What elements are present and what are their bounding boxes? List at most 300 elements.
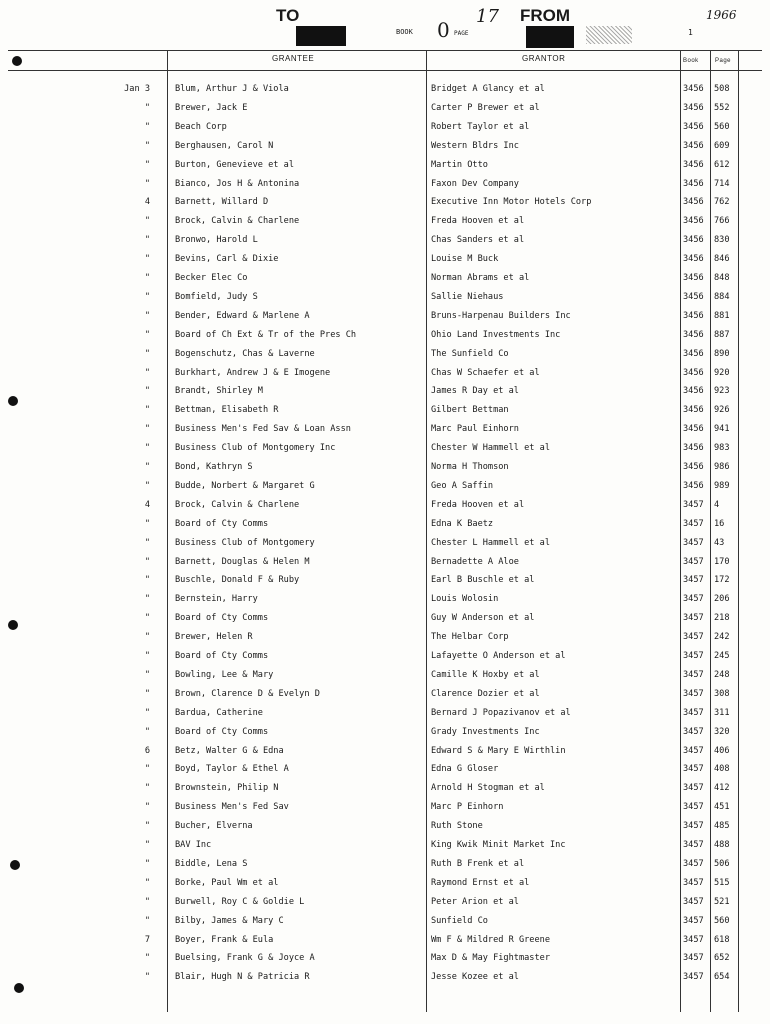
table-row	[0, 307, 770, 326]
grantee-cell: Bettman, Elisabeth R	[175, 405, 279, 416]
row-date: "	[144, 310, 150, 321]
book-cell: 3457	[683, 764, 704, 775]
table-row	[0, 704, 770, 723]
grantor-cell: Chas Sanders et al	[431, 235, 525, 246]
page-cell: 485	[714, 821, 730, 832]
page-cell: 923	[714, 386, 730, 397]
page-label: PAGE	[454, 30, 469, 37]
grantor-cell: The Sunfield Co	[431, 348, 509, 359]
grantor-cell: Camille K Hoxby et al	[431, 669, 540, 680]
grantee-cell: Brownstein, Philip N	[175, 783, 279, 794]
page-cell: 846	[714, 254, 730, 265]
grantor-cell: Bernard J Popazivanov et al	[431, 707, 571, 718]
table-row	[0, 742, 770, 761]
grantor-cell: Jesse Kozee et al	[431, 972, 519, 983]
row-date: "	[144, 254, 150, 265]
book-cell: 3457	[683, 802, 704, 813]
row-date: "	[144, 821, 150, 832]
table-row	[0, 779, 770, 798]
grantor-cell: Chas W Schaefer et al	[431, 367, 540, 378]
grantor-cell: Louis Wolosin	[431, 594, 499, 605]
page-column-header: Page	[715, 58, 732, 64]
row-date: "	[144, 367, 150, 378]
book-cell: 3456	[683, 235, 704, 246]
page-cell: 926	[714, 405, 730, 416]
grantor-cell: Max D & May Fightmaster	[431, 953, 550, 964]
table-row	[0, 949, 770, 968]
grantee-cell: Brewer, Jack E	[175, 102, 248, 113]
book-cell: 3456	[683, 197, 704, 208]
grantor-cell: Earl B Buschle et al	[431, 575, 535, 586]
page-cell: 609	[714, 140, 730, 151]
row-date: "	[144, 972, 150, 983]
table-row	[0, 439, 770, 458]
page-cell: 890	[714, 348, 730, 359]
row-date: 7	[144, 934, 150, 945]
row-date: "	[144, 575, 150, 586]
grantee-cell: BAV Inc	[175, 840, 212, 850]
grantor-cell: Louise M Buck	[431, 254, 499, 265]
table-row	[0, 420, 770, 439]
book-cell: 3457	[683, 972, 704, 983]
grantee-cell: Bardua, Catherine	[175, 707, 263, 718]
grantor-cell: Peter Arion et al	[431, 896, 519, 907]
table-row	[0, 496, 770, 515]
page-cell: 762	[714, 197, 730, 208]
table-row	[0, 534, 770, 553]
grantee-cell: Bond, Kathryn S	[175, 462, 253, 472]
table-row	[0, 401, 770, 420]
grantor-cell: Robert Taylor et al	[431, 121, 530, 132]
row-date: "	[144, 840, 150, 850]
grantor-cell: Ruth B Frenk et al	[431, 858, 525, 869]
grantee-cell: Borke, Paul Wm et al	[175, 877, 279, 888]
page-cell: 766	[714, 216, 730, 227]
grantee-cell: Bowling, Lee & Mary	[175, 669, 274, 680]
table-row	[0, 666, 770, 685]
grantor-cell: Chester W Hammell et al	[431, 443, 550, 454]
page-cell: 308	[714, 688, 730, 699]
grantee-cell: Betz, Walter G & Edna	[175, 745, 284, 756]
row-date: 4	[144, 197, 150, 208]
grantor-cell: Faxon Dev Company	[431, 178, 519, 189]
page-cell: 242	[714, 632, 730, 643]
page-cell: 652	[714, 953, 730, 964]
grantor-cell: Guy W Anderson et al	[431, 613, 535, 624]
row-date: "	[144, 537, 150, 548]
book-cell: 3457	[683, 594, 704, 605]
row-date: "	[144, 386, 150, 397]
grantor-cell: Raymond Ernst et al	[431, 877, 530, 888]
book-cell: 3457	[683, 613, 704, 624]
row-date: "	[144, 632, 150, 643]
page-cell: 618	[714, 934, 730, 945]
row-date: Jan 3	[124, 84, 150, 94]
row-date: "	[144, 121, 150, 132]
table-row	[0, 893, 770, 912]
punch-hole	[14, 983, 24, 993]
page-cell: 43	[714, 537, 725, 548]
page-cell: 986	[714, 462, 730, 472]
grantor-cell: Gilbert Bettman	[431, 405, 509, 416]
grantee-cell: Business Men's Fed Sav	[175, 802, 289, 813]
row-date: "	[144, 348, 150, 359]
row-date: "	[144, 405, 150, 416]
table-row	[0, 553, 770, 572]
table-row	[0, 118, 770, 137]
book-cell: 3457	[683, 896, 704, 907]
page-cell: 206	[714, 594, 730, 605]
grantor-cell: Carter P Brewer et al	[431, 102, 540, 113]
book-cell: 3457	[683, 821, 704, 832]
row-date: "	[144, 424, 150, 435]
page-cell: 170	[714, 556, 730, 567]
page-cell: 16	[714, 518, 725, 529]
book-cell: 3456	[683, 84, 704, 94]
grantee-cell: Budde, Norbert & Margaret G	[175, 480, 315, 491]
grantee-cell: Brewer, Helen R	[175, 632, 253, 643]
grantor-cell: Norma H Thomson	[431, 462, 509, 472]
table-row	[0, 382, 770, 401]
page-cell: 406	[714, 745, 730, 756]
grantor-cell: Lafayette O Anderson et al	[431, 651, 566, 661]
grantee-cell: Burkhart, Andrew J & E Imogene	[175, 367, 331, 378]
grantee-cell: Burwell, Roy C & Goldie L	[175, 896, 305, 907]
book-cell: 3456	[683, 329, 704, 340]
to-label: TO	[276, 6, 300, 25]
book-cell: 3456	[683, 367, 704, 378]
stamp-mark	[586, 26, 632, 44]
punch-hole	[8, 620, 18, 630]
grantee-cell: Business Men's Fed Sav & Loan Assn	[175, 424, 351, 435]
book-cell: 3456	[683, 443, 704, 454]
row-date: "	[144, 896, 150, 907]
grantor-cell: Clarence Dozier et al	[431, 688, 540, 699]
grantor-cell: Arnold H Stogman et al	[431, 783, 545, 794]
grantor-cell: Bernadette A Aloe	[431, 556, 519, 567]
grantee-cell: Boyd, Taylor & Ethel A	[175, 764, 289, 775]
book-cell: 3457	[683, 651, 704, 661]
table-row	[0, 193, 770, 212]
page-cell: 881	[714, 310, 730, 321]
page-cell: 172	[714, 575, 730, 586]
grantee-cell: Barnett, Douglas & Helen M	[175, 556, 310, 567]
row-date: "	[144, 594, 150, 605]
row-date: 4	[144, 499, 150, 510]
book-cell: 3456	[683, 159, 704, 170]
book-cell: 3456	[683, 254, 704, 265]
grantee-cell: Bucher, Elverna	[175, 821, 253, 832]
grantee-cell: Bender, Edward & Marlene A	[175, 310, 310, 321]
grantor-cell: Sunfield Co	[431, 915, 488, 926]
grantee-cell: Board of Ch Ext & Tr of the Pres Ch	[175, 329, 357, 340]
row-date: "	[144, 480, 150, 491]
table-row	[0, 836, 770, 855]
table-row	[0, 80, 770, 99]
table-row	[0, 723, 770, 742]
grantor-cell: Bruns-Harpenau Builders Inc	[431, 310, 571, 321]
grantee-cell: Bomfield, Judy S	[175, 291, 258, 302]
grantor-cell: Freda Hooven et al	[431, 216, 525, 227]
page-cell: 506	[714, 858, 730, 869]
row-date: "	[144, 462, 150, 472]
grantor-cell: Marc P Einhorn	[431, 802, 504, 813]
row-date: "	[144, 443, 150, 454]
book-cell: 3456	[683, 178, 704, 189]
grantee-cell: Board of Cty Comms	[175, 726, 269, 737]
book-cell: 3457	[683, 499, 704, 510]
grantor-cell: Martin Otto	[431, 159, 488, 170]
row-date: "	[144, 329, 150, 340]
page-cell: 983	[714, 443, 730, 454]
grantor-cell: Western Bldrs Inc	[431, 140, 519, 151]
page-cell: 920	[714, 367, 730, 378]
table-row	[0, 326, 770, 345]
page-cell: 560	[714, 121, 730, 132]
grantor-cell: Ohio Land Investments Inc	[431, 329, 561, 340]
book-cell: 3457	[683, 840, 704, 850]
grantee-cell: Board of Cty Comms	[175, 518, 269, 529]
page-cell: 408	[714, 764, 730, 775]
book-cell: 3457	[683, 556, 704, 567]
book-cell: 3456	[683, 462, 704, 472]
book-cell: 3457	[683, 537, 704, 548]
grantee-column-header: GRANTEE	[272, 54, 315, 63]
row-date: "	[144, 273, 150, 283]
book-cell: 3457	[683, 575, 704, 586]
row-date: "	[144, 613, 150, 624]
table-row	[0, 250, 770, 269]
row-date: "	[144, 518, 150, 529]
grantor-cell: Wm F & Mildred R Greene	[431, 934, 550, 945]
page-cell: 320	[714, 726, 730, 737]
book-cell: 3457	[683, 877, 704, 888]
grantor-cell: Norman Abrams et al	[431, 273, 530, 283]
grantor-cell: Sallie Niehaus	[431, 291, 504, 302]
grantee-cell: Brandt, Shirley M	[175, 386, 263, 397]
page-cell: 830	[714, 235, 730, 246]
book-cell: 3456	[683, 291, 704, 302]
book-cell: 3457	[683, 858, 704, 869]
page-cell: 515	[714, 877, 730, 888]
redaction-box	[526, 26, 574, 48]
from-label: FROM	[520, 6, 571, 25]
page-cell: 714	[714, 178, 730, 189]
grantee-cell: Business Club of Montgomery	[175, 537, 315, 548]
punch-hole	[12, 56, 22, 66]
punch-hole	[8, 396, 18, 406]
grantee-cell: Blum, Arthur J & Viola	[175, 84, 289, 94]
grantor-cell: Grady Investments Inc	[431, 726, 540, 737]
book-cell: 3457	[683, 953, 704, 964]
page-cell: 248	[714, 669, 730, 680]
table-row	[0, 99, 770, 118]
page-number: 17	[476, 6, 499, 27]
table-row	[0, 231, 770, 250]
grantee-cell: Bevins, Carl & Dixie	[175, 254, 279, 265]
table-row	[0, 874, 770, 893]
table-row	[0, 590, 770, 609]
grantor-cell: Edna G Gloser	[431, 764, 499, 775]
table-row	[0, 609, 770, 628]
row-date: "	[144, 802, 150, 813]
book-cell: 3457	[683, 745, 704, 756]
row-date: "	[144, 915, 150, 926]
grantee-cell: Business Club of Montgomery Inc	[175, 443, 336, 454]
grantee-cell: Brown, Clarence D & Evelyn D	[175, 688, 320, 699]
table-row	[0, 968, 770, 987]
book-cell: 3456	[683, 424, 704, 435]
grantor-cell: The Helbar Corp	[431, 632, 509, 643]
row-date: "	[144, 877, 150, 888]
grantee-cell: Brock, Calvin & Charlene	[175, 216, 300, 227]
book-cell: 3457	[683, 726, 704, 737]
table-row	[0, 364, 770, 383]
grantor-cell: Executive Inn Motor Hotels Corp	[431, 197, 592, 208]
row-date: "	[144, 140, 150, 151]
table-row	[0, 685, 770, 704]
grantee-cell: Bronwo, Harold L	[175, 235, 258, 246]
row-date: "	[144, 707, 150, 718]
grantee-cell: Bernstein, Harry	[175, 594, 258, 605]
grantee-cell: Bogenschutz, Chas & Laverne	[175, 348, 315, 359]
page-cell: 245	[714, 651, 730, 661]
grantee-cell: Board of Cty Comms	[175, 613, 269, 624]
book-cell: 3457	[683, 915, 704, 926]
book-cell: 3456	[683, 310, 704, 321]
grantee-cell: Boyer, Frank & Eula	[175, 934, 274, 945]
table-row	[0, 628, 770, 647]
book-cell: 3456	[683, 102, 704, 113]
row-date: "	[144, 291, 150, 302]
book-column-header: Book	[683, 58, 699, 64]
book-cell: 3457	[683, 707, 704, 718]
table-row	[0, 817, 770, 836]
page-cell: 884	[714, 291, 730, 302]
header-rule	[8, 50, 762, 51]
table-row	[0, 798, 770, 817]
book-cell: 3456	[683, 140, 704, 151]
grantee-cell: Berghausen, Carol N	[175, 140, 274, 151]
page-cell: 521	[714, 896, 730, 907]
book-cell: 3456	[683, 405, 704, 416]
grantor-cell: Ruth Stone	[431, 821, 483, 832]
grantee-cell: Becker Elec Co	[175, 273, 248, 283]
grantee-cell: Buelsing, Frank G & Joyce A	[175, 953, 315, 964]
page-cell: 508	[714, 84, 730, 94]
page-cell: 4	[714, 499, 720, 510]
page-cell: 552	[714, 102, 730, 113]
row-date: "	[144, 102, 150, 113]
page-cell: 218	[714, 613, 730, 624]
column-header-rule	[8, 70, 762, 71]
grantor-cell: Marc Paul Einhorn	[431, 424, 519, 435]
book-label: BOOK	[396, 28, 413, 36]
grantee-cell: Blair, Hugh N & Patricia R	[175, 972, 310, 983]
table-row	[0, 137, 770, 156]
table-row	[0, 156, 770, 175]
row-date: "	[144, 688, 150, 699]
grantor-cell: Bridget A Glancy et al	[431, 84, 545, 94]
grantee-cell: Barnett, Willard D	[175, 197, 269, 208]
redaction-box	[296, 26, 346, 46]
page-cell: 887	[714, 329, 730, 340]
page-cell: 560	[714, 915, 730, 926]
punch-hole	[10, 860, 20, 870]
book-cell: 3456	[683, 273, 704, 283]
book-cell: 3457	[683, 688, 704, 699]
row-date: "	[144, 159, 150, 170]
table-row	[0, 269, 770, 288]
table-row	[0, 175, 770, 194]
grantor-cell: Edward S & Mary E Wirthlin	[431, 745, 566, 756]
row-date: "	[144, 953, 150, 964]
grantor-cell: King Kwik Minit Market Inc	[431, 840, 566, 850]
book-cell: 3456	[683, 386, 704, 397]
page-cell: 989	[714, 480, 730, 491]
page-cell: 654	[714, 972, 730, 983]
row-date: "	[144, 556, 150, 567]
table-row	[0, 931, 770, 950]
page-cell: 451	[714, 802, 730, 813]
page-cell: 412	[714, 783, 730, 794]
grantor-cell: Geo A Saffin	[431, 480, 494, 491]
page-cell: 488	[714, 840, 730, 850]
header-mark: 1	[688, 28, 693, 37]
table-row	[0, 288, 770, 307]
table-row	[0, 515, 770, 534]
grantor-cell: Edna K Baetz	[431, 518, 494, 529]
grantee-cell: Burton, Genevieve et al	[175, 159, 294, 170]
page-cell: 941	[714, 424, 730, 435]
grantee-cell: Bianco, Jos H & Antonina	[175, 178, 300, 189]
row-date: "	[144, 764, 150, 775]
book-cell: 3456	[683, 216, 704, 227]
book-cell: 3456	[683, 121, 704, 132]
page-cell: 311	[714, 707, 730, 718]
table-row	[0, 647, 770, 666]
row-date: "	[144, 783, 150, 794]
table-row	[0, 477, 770, 496]
book-cell: 3456	[683, 348, 704, 359]
table-row	[0, 458, 770, 477]
book-cell: 3457	[683, 518, 704, 529]
page-cell: 612	[714, 159, 730, 170]
grantor-cell: James R Day et al	[431, 386, 519, 397]
year-label: 1966	[706, 8, 737, 22]
row-date: "	[144, 858, 150, 869]
grantee-cell: Beach Corp	[175, 121, 227, 132]
table-row	[0, 345, 770, 364]
book-cell: 3457	[683, 632, 704, 643]
book-number: 0	[437, 18, 450, 42]
page-cell: 848	[714, 273, 730, 283]
grantee-cell: Bilby, James & Mary C	[175, 915, 284, 926]
row-date: "	[144, 726, 150, 737]
book-cell: 3457	[683, 669, 704, 680]
grantee-cell: Buschle, Donald F & Ruby	[175, 575, 300, 586]
page-header	[6, 4, 766, 50]
book-cell: 3457	[683, 783, 704, 794]
book-cell: 3457	[683, 934, 704, 945]
grantor-column-header: GRANTOR	[522, 54, 566, 63]
table-row	[0, 855, 770, 874]
table-row	[0, 760, 770, 779]
row-date: "	[144, 178, 150, 189]
book-cell: 3456	[683, 480, 704, 491]
table-row	[0, 912, 770, 931]
grantor-cell: Freda Hooven et al	[431, 499, 525, 510]
